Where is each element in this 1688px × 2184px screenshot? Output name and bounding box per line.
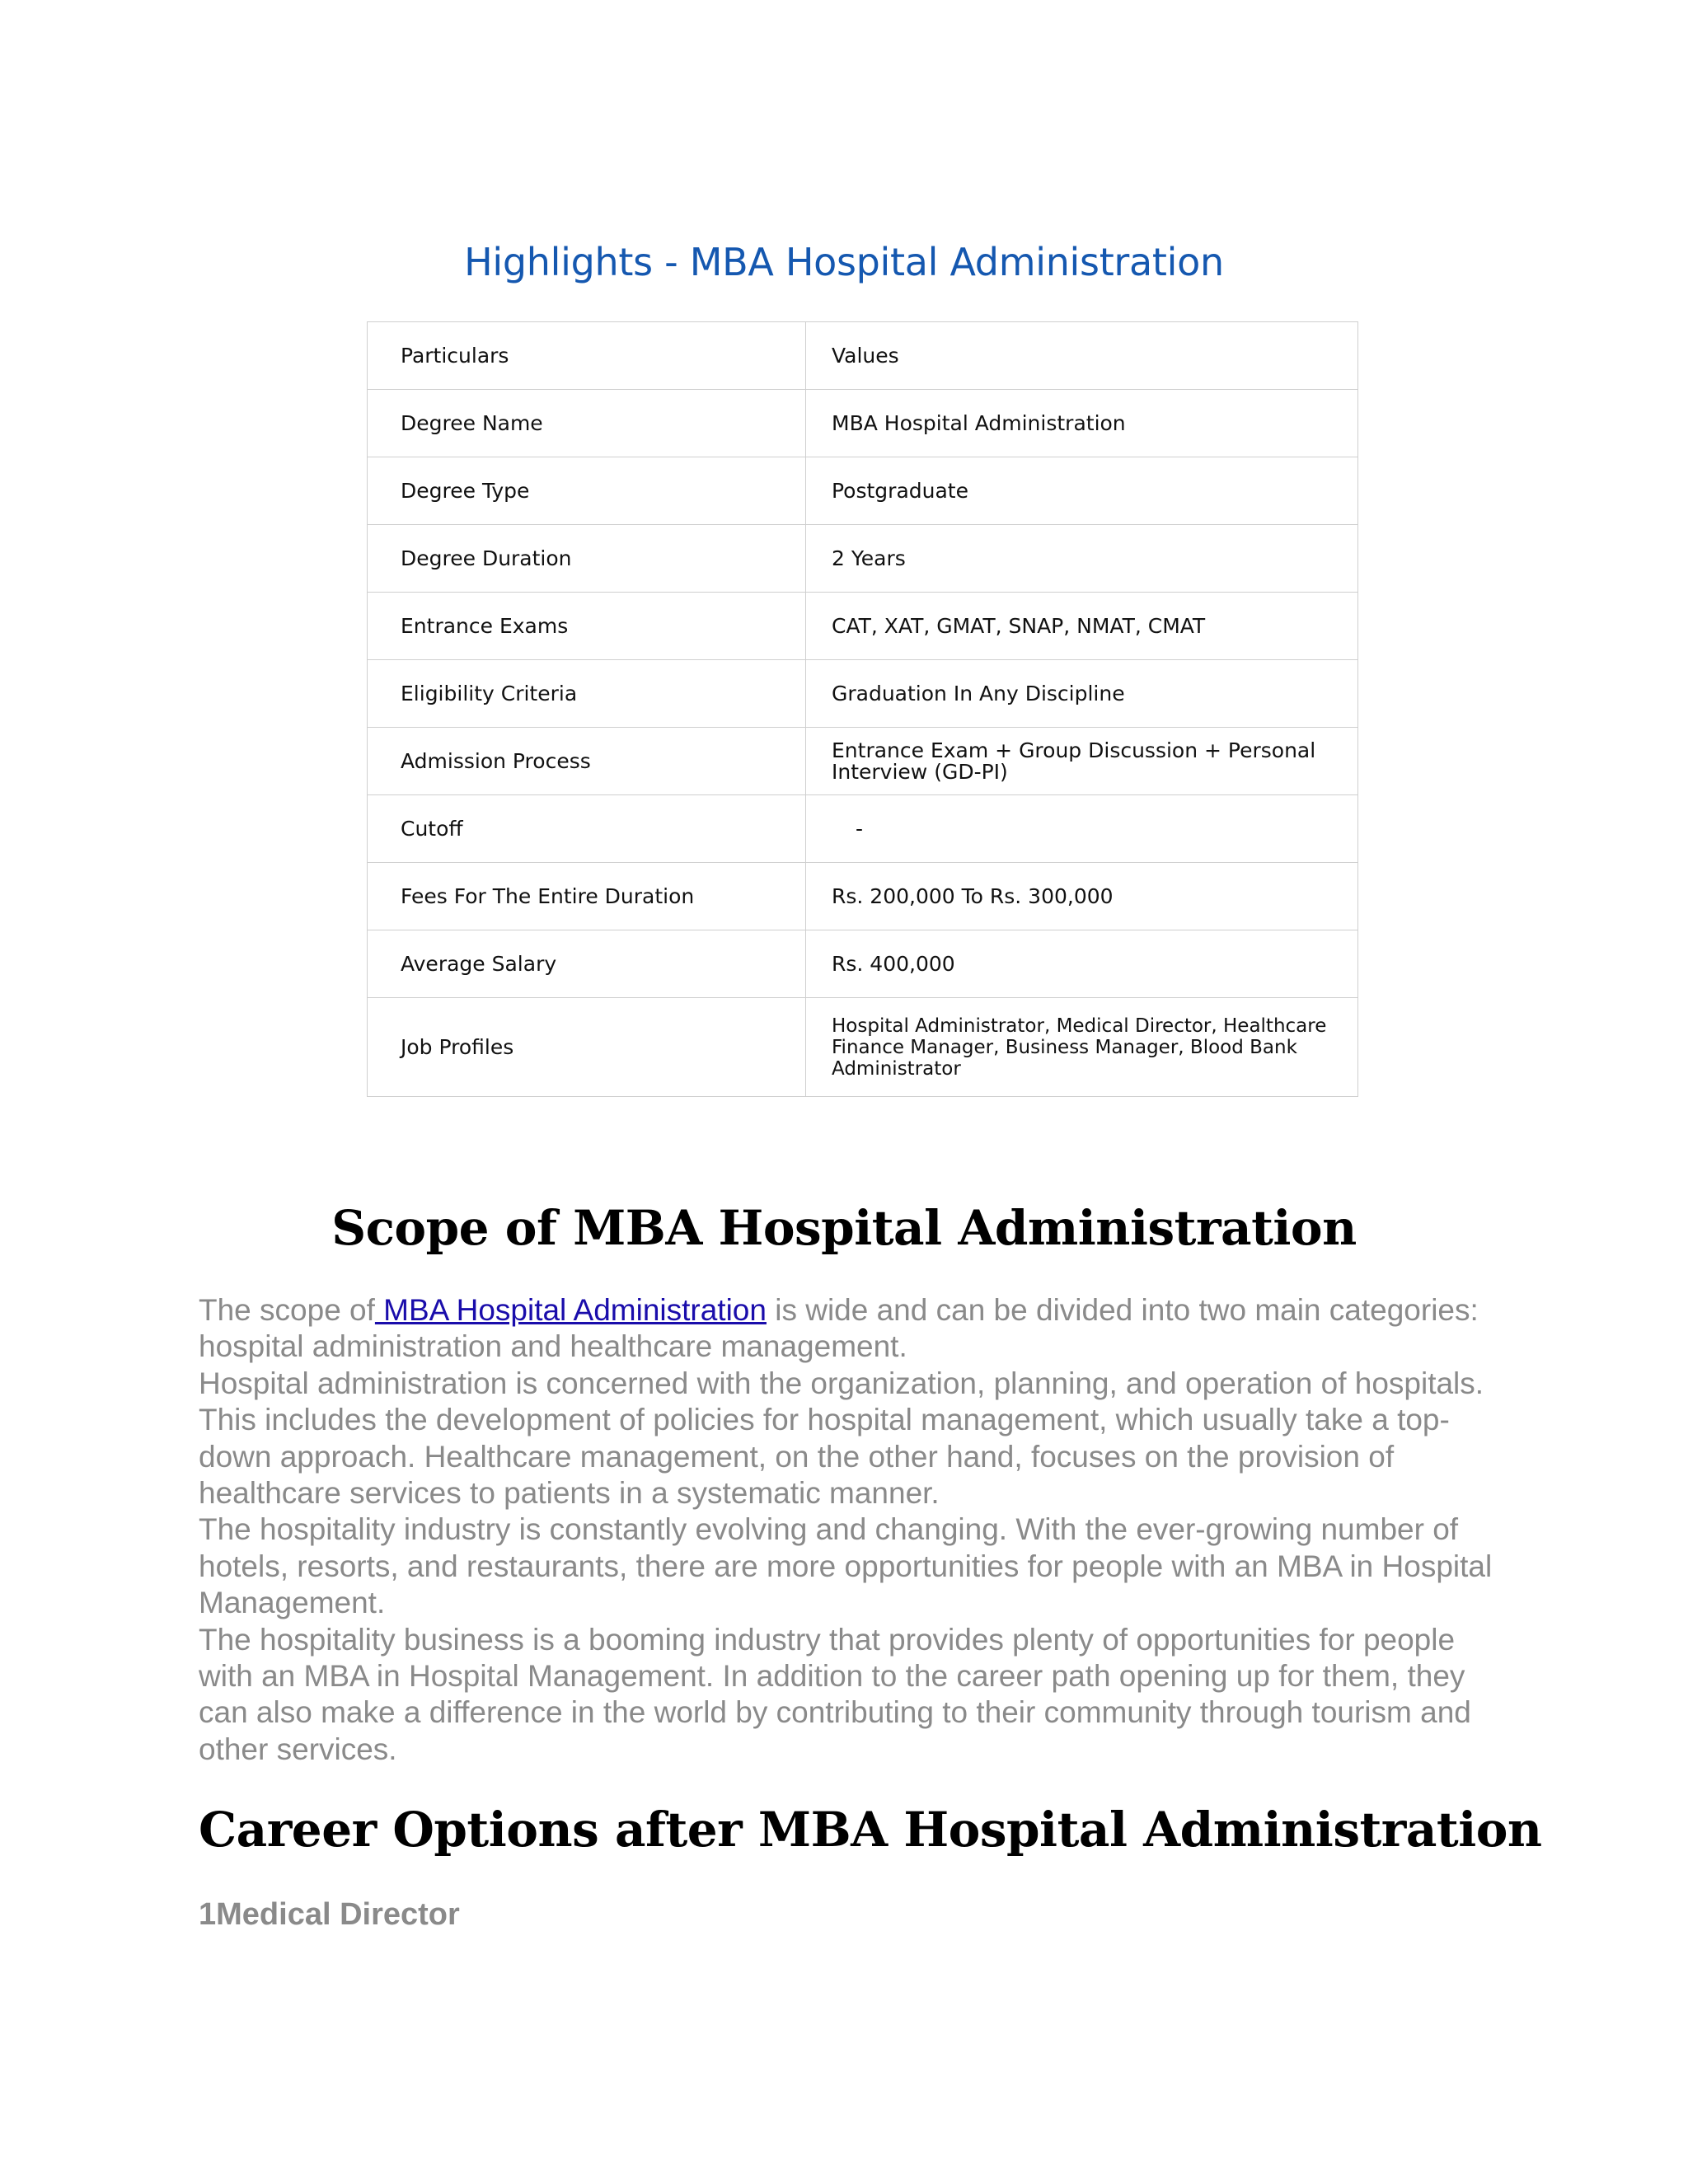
- row-value-degree-duration: 2 Years: [806, 525, 1358, 593]
- scope-intro-continuation: is wide and can be divided into two main categories: hospital administration and healthcare management.: [199, 1293, 1479, 1364]
- scope-body: [199, 1292, 1501, 1768]
- row-value-fees: Rs. 200,000 To Rs. 300,000: [806, 863, 1358, 930]
- table-row: [368, 525, 1358, 593]
- table-header-values: Values: [806, 322, 1358, 390]
- table-row: [368, 930, 1358, 998]
- table-row: [368, 660, 1358, 728]
- row-value-degree-type: Postgraduate: [806, 457, 1358, 525]
- row-label-average-salary: Average Salary: [368, 930, 806, 998]
- row-value-cutoff: -: [806, 795, 1358, 863]
- row-label-degree-name: Degree Name: [368, 390, 806, 457]
- career-option-heading: 1Medical Director: [199, 1897, 460, 1932]
- row-value-eligibility-criteria: Graduation In Any Discipline: [806, 660, 1358, 728]
- scope-paragraph: Hospital administration is concerned with the organization, planning, and operation of hospitals. This includes the development of policies for hospital management, which usually take a top-down approach. Healthcare management, on the other hand, focuses on the provision of healthcare services to patients in a systematic manner.: [199, 1366, 1484, 1511]
- table-header-particulars: Particulars: [368, 322, 806, 390]
- highlights-table: [367, 321, 1358, 1097]
- row-value-job-profiles: Hospital Administrator, Medical Director, Healthcare Finance Manager, Business Manager, Blood Bank Administrator: [806, 998, 1358, 1097]
- table-row: [368, 998, 1358, 1097]
- row-value-admission-process: Entrance Exam + Group Discussion + Personal Interview (GD-PI): [806, 728, 1358, 795]
- table-row: [368, 322, 1358, 390]
- row-label-degree-duration: Degree Duration: [368, 525, 806, 593]
- mba-hospital-administration-link[interactable]: MBA Hospital Administration: [374, 1293, 767, 1327]
- row-label-cutoff: Cutoff: [368, 795, 806, 863]
- row-label-entrance-exams: Entrance Exams: [368, 593, 806, 660]
- scope-intro-paragraph: [199, 1292, 1501, 1366]
- scope-intro-text: The scope of: [199, 1293, 375, 1327]
- row-label-degree-type: Degree Type: [368, 457, 806, 525]
- career-heading: Career Options after MBA Hospital Administration: [199, 1802, 1542, 1858]
- scope-paragraph: The hospitality business is a booming industry that provides plenty of opportunities for people with an MBA in Hospital Management. In addition to the career path opening up for them, they can also make a difference in the world by contributing to their community through tourism and other services.: [199, 1622, 1471, 1766]
- table-row: [368, 593, 1358, 660]
- scope-paragraph: The hospitality industry is constantly evolving and changing. With the ever-growing number of hotels, resorts, and restaurants, there are more opportunities for people with an MBA in Hospital Management.: [199, 1512, 1493, 1620]
- table-row: [368, 457, 1358, 525]
- table-row: [368, 390, 1358, 457]
- highlights-title: Highlights - MBA Hospital Administration: [464, 240, 1224, 284]
- row-label-fees: Fees For The Entire Duration: [368, 863, 806, 930]
- row-value-average-salary: Rs. 400,000: [806, 930, 1358, 998]
- table-row: [368, 863, 1358, 930]
- scope-heading: Scope of MBA Hospital Administration: [331, 1200, 1357, 1256]
- row-label-eligibility-criteria: Eligibility Criteria: [368, 660, 806, 728]
- row-label-job-profiles: Job Profiles: [368, 998, 806, 1097]
- row-value-entrance-exams: CAT, XAT, GMAT, SNAP, NMAT, CMAT: [806, 593, 1358, 660]
- table-row: [368, 728, 1358, 795]
- table-row: [368, 795, 1358, 863]
- row-label-admission-process: Admission Process: [368, 728, 806, 795]
- row-value-degree-name: MBA Hospital Administration: [806, 390, 1358, 457]
